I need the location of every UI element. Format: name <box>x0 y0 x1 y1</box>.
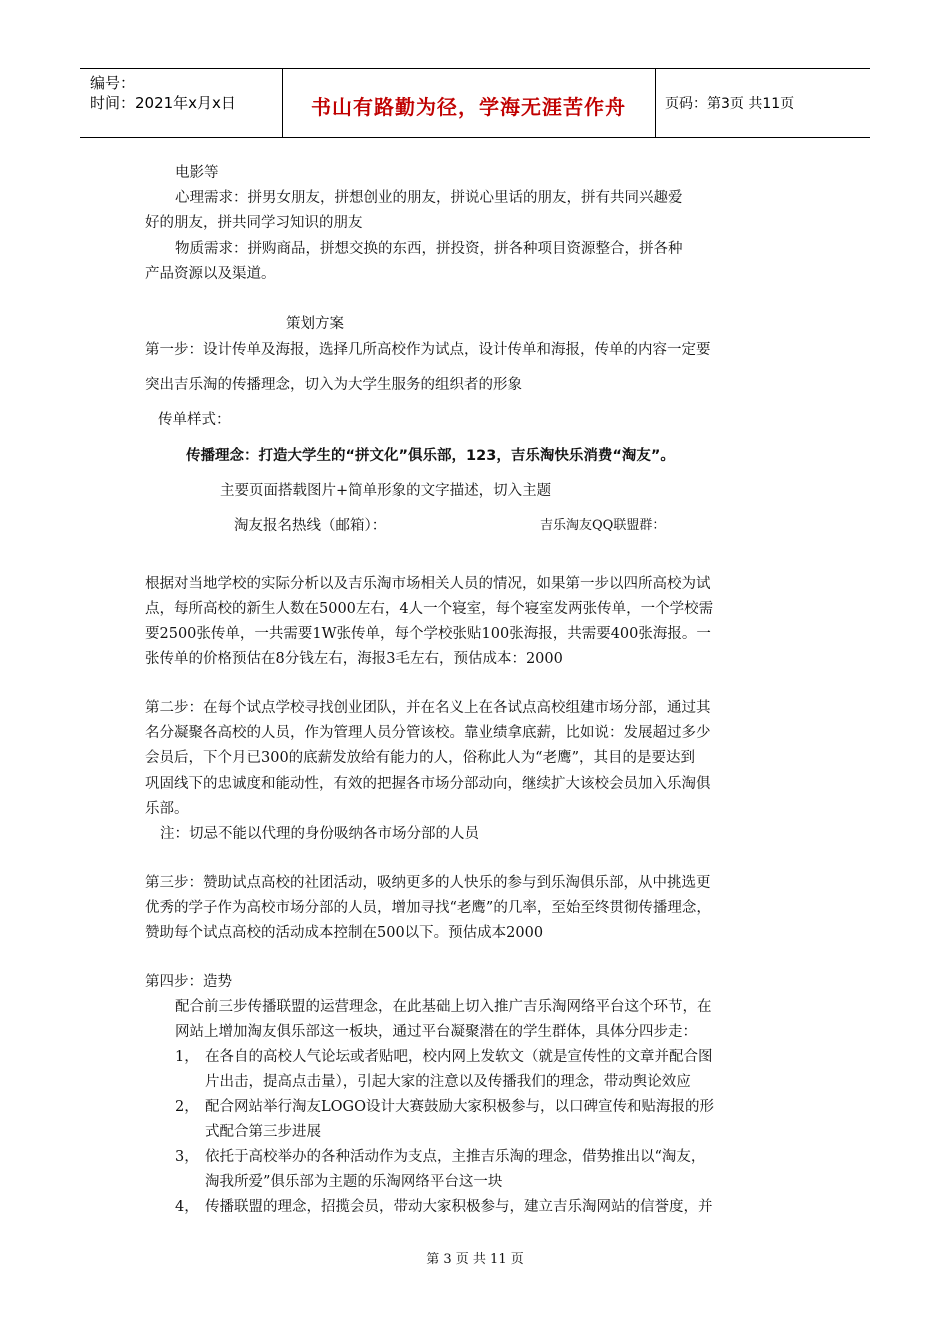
text-line: 会员后，下个月已300的底薪发放给有能力的人，俗称此人为“老鹰”，其目的是要达到 <box>145 750 695 766</box>
list-number: 3， <box>175 1149 199 1165</box>
text-line: 网站上增加淘友俱乐部这一板块，通过平台凝聚潜在的学生群体，具体分四步走： <box>175 1024 697 1040</box>
text-line: 产品资源以及渠道。 <box>145 266 276 282</box>
text-line: 点，每所高校的新生人数在5000左右，4人一个寝室，每个寝室发两张传单，一个学校需 <box>145 601 714 617</box>
list-number: 2， <box>175 1099 199 1115</box>
page-footer: 第 3 页 共 11 页 <box>426 1252 524 1267</box>
text-line: 好的朋友，拼共同学习知识的朋友 <box>145 215 363 231</box>
list-item-text: 配合网站举行淘友LOGO设计大赛鼓励大家积极参与，以口碑宣传和贴海报的形 <box>205 1099 714 1115</box>
header-motto: 书山有路勤为径，学海无涯苦作舟 <box>311 95 626 119</box>
section-heading: 策划方案 <box>286 316 344 332</box>
text-line: 第二步：在每个试点学校寻找创业团队，并在名义上在各试点高校组建市场分部，通过其 <box>145 700 711 716</box>
text-line: 主要页面搭载图片+简单形象的文字描述，切入主题 <box>220 483 552 499</box>
text-line: 乐部。 <box>145 801 189 817</box>
note-line: 注：切忌不能以代理的身份吸纳各市场分部的人员 <box>160 826 479 842</box>
text-line: 名分凝聚各高校的人员，作为管理人员分管该校。靠业绩拿底薪，比如说：发展超过多少 <box>145 725 711 741</box>
document-time-label: 时间：2021年x月x日 <box>90 94 236 112</box>
header-meta <box>90 73 236 113</box>
document-number-label: 编号： <box>90 74 136 92</box>
list-number: 1， <box>175 1049 199 1065</box>
text-line: 第一步：设计传单及海报，选择几所高校作为试点，设计传单和海报，传单的内容一定要 <box>145 342 711 358</box>
list-item-text: 传播联盟的理念，招揽会员，带动大家积极参与，建立吉乐淘网站的信誉度，并 <box>205 1199 713 1215</box>
text-line: 根据对当地学校的实际分析以及吉乐淘市场相关人员的情况，如果第一步以四所高校为试 <box>145 576 711 592</box>
header-page-info: 页码：第3页 共11页 <box>665 96 795 112</box>
text-line: 赞助每个试点高校的活动成本控制在500以下。预估成本2000 <box>145 925 544 941</box>
text-line: 要2500张传单，一共需要1W张传单，每个学校张贴100张海报，共需要400张海报。一 <box>145 626 711 642</box>
list-item-text: 式配合第三步进展 <box>205 1124 321 1140</box>
list-number: 4， <box>175 1199 199 1215</box>
signup-hotline-label: 淘友报名热线（邮箱）： <box>234 518 387 534</box>
header-divider <box>655 69 656 137</box>
flyer-slogan: 传播理念：打造大学生的“拼文化”俱乐部，123，吉乐淘快乐消费“淘友”。 <box>186 448 675 464</box>
text-line: 第三步：赞助试点高校的社团活动，吸纳更多的人快乐的参与到乐淘俱乐部，从中挑选更 <box>145 875 711 891</box>
list-item-text: 在各自的高校人气论坛或者贴吧，校内网上发软文（就是宣传性的文章并配合图 <box>205 1049 713 1065</box>
qq-group-label: 吉乐淘友QQ联盟群： <box>540 518 666 533</box>
text-line: 突出吉乐淘的传播理念，切入为大学生服务的组织者的形象 <box>145 377 522 393</box>
text-line: 巩固线下的忠诚度和能动性，有效的把握各市场分部动向，继续扩大该校会员加入乐淘俱 <box>145 776 711 792</box>
page-header <box>80 68 870 138</box>
text-line: 第四步：造势 <box>145 974 232 990</box>
list-item-text: 依托于高校举办的各种活动作为支点，主推吉乐淘的理念，借势推出以“淘友， <box>205 1149 706 1165</box>
list-item-text: 片出击，提高点击量），引起大家的注意以及传播我们的理念，带动舆论效应 <box>205 1074 691 1090</box>
text-line: 优秀的学子作为高校市场分部的人员，增加寻找“老鹰”的几率，至始至终贯彻传播理念， <box>145 900 711 916</box>
text-line: 物质需求：拼购商品，拼想交换的东西，拼投资，拼各种项目资源整合，拼各种 <box>175 241 683 257</box>
text-line: 张传单的价格预估在8分钱左右，海报3毛左右，预估成本：2000 <box>145 651 563 667</box>
text-line: 电影等 <box>175 165 219 181</box>
text-line: 心理需求：拼男女朋友，拼想创业的朋友，拼说心里话的朋友，拼有共同兴趣爱 <box>175 190 683 206</box>
text-line: 配合前三步传播联盟的运营理念，在此基础上切入推广吉乐淘网络平台这个环节，在 <box>175 999 712 1015</box>
text-line: 传单样式： <box>158 412 231 428</box>
list-item-text: 淘我所爱”俱乐部为主题的乐淘网络平台这一块 <box>205 1174 503 1190</box>
